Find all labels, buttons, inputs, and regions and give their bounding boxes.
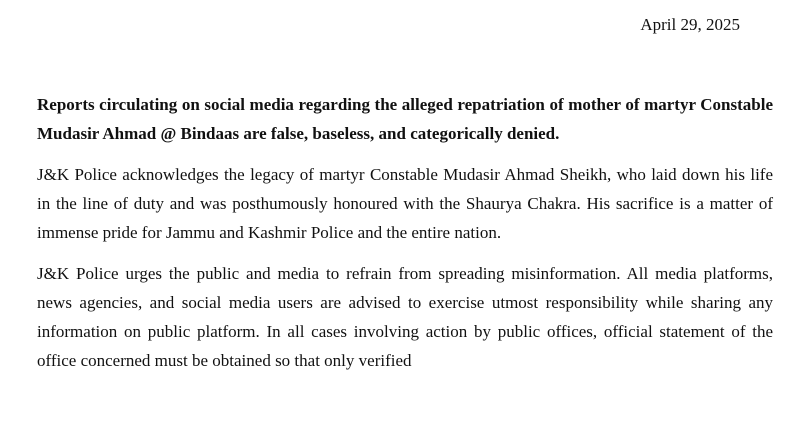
headline-paragraph: Reports circulating on social media regarding the alleged repatriation of mother of martyr Constable Mudasir Ahmad @ Bindaas are false, baseless, and categorically denied. [37, 95, 773, 143]
body-paragraph-legacy: J&K Police acknowledges the legacy of martyr Constable Mudasir Ahmad Sheikh, who laid down his life in the line of duty and was posthumously honoured with the Shaurya Chakra. His sacrifice is a matter of immense pride for Jammu and Kashmir Police and the entire nation. [37, 165, 773, 242]
body-paragraph-advisory: J&K Police urges the public and media to refrain from spreading misinformation. All media platforms, news agencies, and social media users are advised to exercise utmost responsibility while sharing any information on public platform. In all cases involving action by public offices, official statement of the office concerned must be obtained so that only verified [37, 264, 773, 370]
document-body [37, 90, 773, 387]
document-date: April 29, 2025 [640, 15, 740, 34]
